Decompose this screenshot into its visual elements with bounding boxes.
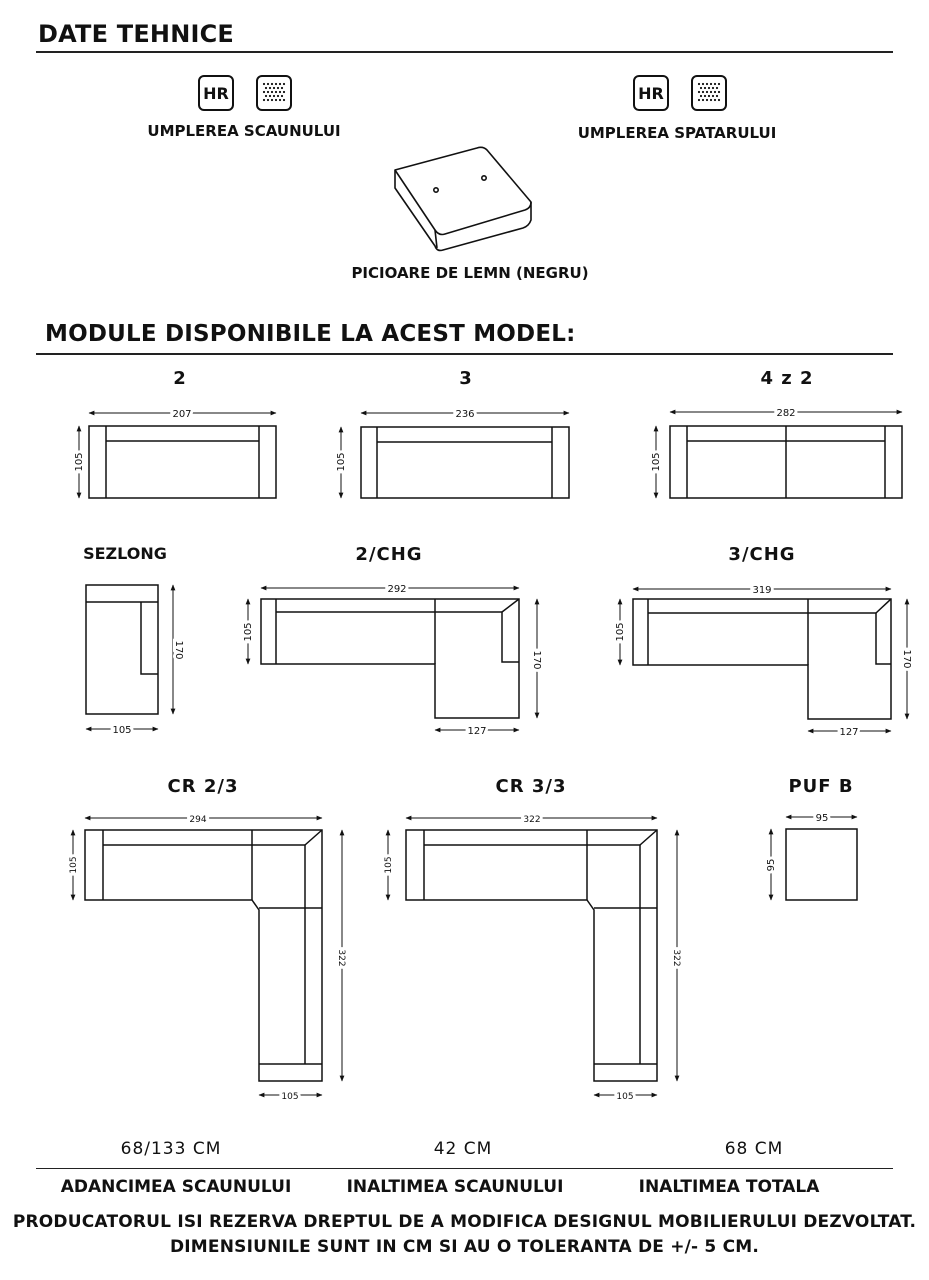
section-title-modules: MODULE DISPONIBILE LA ACEST MODEL:	[45, 321, 576, 347]
dim-label: 322	[523, 815, 541, 825]
module-title: PUF B	[788, 776, 854, 797]
module-sezlong-shape	[86, 585, 158, 714]
dim-label: 236	[455, 409, 475, 420]
dim-label: 105	[281, 1092, 299, 1102]
hr-badge-icon: HR	[633, 75, 669, 111]
dim-label: 105	[243, 622, 254, 642]
dim-label: 170	[531, 650, 542, 670]
dim-label: 282	[776, 408, 796, 419]
seat-height-label: INALTIMEA SCAUNULUI	[346, 1177, 564, 1197]
dim-label: 95	[815, 813, 829, 824]
dim-label: 105	[651, 452, 662, 472]
seat-depth-value: 68/133 CM	[120, 1139, 222, 1159]
dim-label: 319	[752, 585, 772, 596]
seat-fill-caption: UMPLEREA SCAUNULUI	[147, 122, 341, 140]
module-title: CR 3/3	[495, 776, 567, 797]
disclaimer-line-1: PRODUCATORUL ISI REZERVA DREPTUL DE A MODIFICA DESIGNUL MOBILIERULUI DEZVOLTAT.	[12, 1212, 917, 1232]
dim-label: 105	[384, 856, 394, 874]
module-3-shape	[361, 427, 569, 498]
dim-label: 292	[387, 584, 407, 595]
module-cr33-shape	[406, 830, 657, 1081]
seat-depth-label: ADANCIMEA SCAUNULUI	[60, 1177, 292, 1197]
dim-label: 105	[112, 725, 132, 736]
module-cr23-shape	[85, 830, 322, 1081]
specs-divider	[36, 1168, 893, 1169]
dim-label: 170	[901, 649, 912, 669]
section-title-technical: DATE TEHNICE	[38, 20, 235, 48]
dim-label: 322	[336, 949, 346, 967]
module-title: SEZLONG	[83, 544, 167, 563]
module-2-shape	[89, 426, 276, 498]
module-2chg-shape	[261, 599, 519, 718]
hr-badge-icon: HR	[198, 75, 234, 111]
dim-label: 95	[766, 858, 777, 872]
module-title: 4 z 2	[760, 368, 814, 389]
module-4z2-shape	[670, 426, 902, 498]
module-title: 3	[459, 368, 473, 389]
dim-label: 207	[172, 409, 192, 420]
back-fill-caption: UMPLEREA SPATARULUI	[577, 124, 777, 142]
dim-label: 105	[615, 622, 626, 642]
dim-label: 105	[74, 452, 85, 472]
legs-caption: PICIOARE DE LEMN (NEGRU)	[351, 264, 589, 282]
dim-label: 294	[189, 815, 207, 825]
dim-label: 105	[69, 856, 79, 874]
module-title: CR 2/3	[167, 776, 239, 797]
module-title: 2	[173, 368, 187, 389]
dim-label: 170	[173, 640, 184, 660]
dim-label: 322	[671, 949, 681, 967]
total-height-value: 68 CM	[724, 1139, 784, 1159]
seat-height-value: 42 CM	[433, 1139, 493, 1159]
disclaimer-line-2: DIMENSIUNILE SUNT IN CM SI AU O TOLERANTA DE +/- 5 CM.	[169, 1237, 760, 1257]
module-puf-shape	[786, 829, 857, 900]
dim-label: 105	[616, 1092, 634, 1102]
total-height-label: INALTIMEA TOTALA	[638, 1177, 820, 1197]
module-title: 2/CHG	[355, 544, 423, 565]
module-title: 3/CHG	[728, 544, 796, 565]
module-3chg-shape	[633, 599, 891, 719]
dim-label: 127	[467, 726, 487, 737]
dim-label: 105	[336, 452, 347, 472]
dim-label: 127	[839, 727, 859, 738]
